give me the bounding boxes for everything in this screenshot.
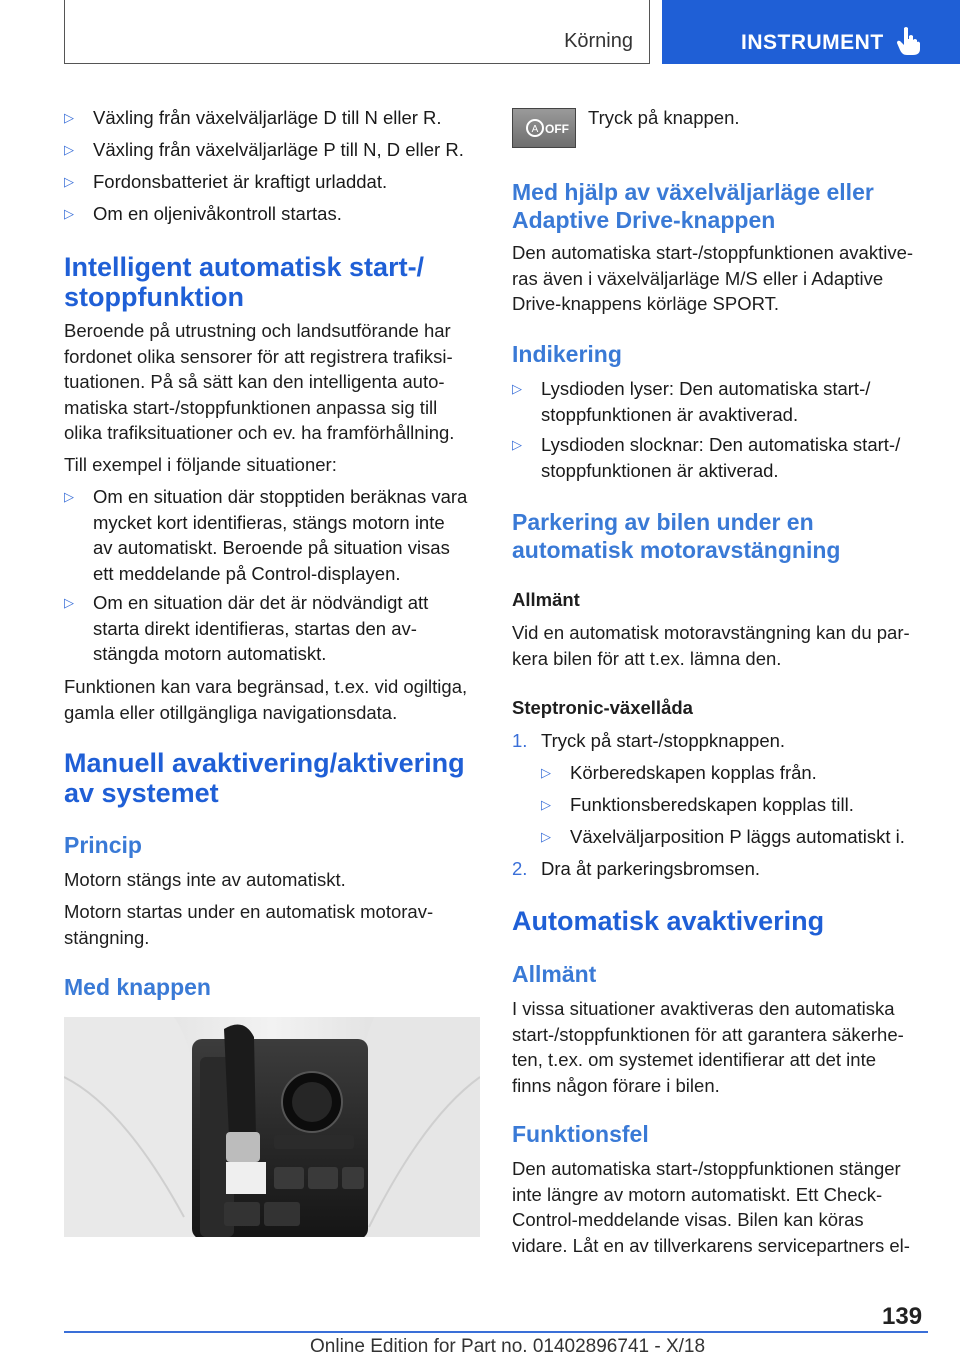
- header-section-box: [64, 0, 650, 64]
- heading-manual: Manuell avaktivering/aktivering av systemet: [64, 748, 465, 808]
- triangle-bullet-icon: ▷: [64, 110, 74, 125]
- paragraph-selector: Den automatiska start-/stoppfunktionen avaktive‐ ras även i växelväljarläge M/S eller i Adaptive Drive-knappens körläge SPORT.: [512, 242, 914, 314]
- header-section-label: Körning: [564, 30, 633, 52]
- paragraph-press: Tryck på knappen.: [588, 107, 740, 128]
- heading-selector: Med hjälp av växelväljarläge eller Adaptive Drive-knappen: [512, 179, 874, 233]
- heading-general-2: Allmänt: [512, 961, 597, 987]
- heading-general-1: Allmänt: [512, 589, 580, 610]
- triangle-bullet-icon: ▷: [64, 595, 74, 610]
- paragraph-general-2: I vissa situationer avaktiveras den automatiska start-/stoppfunktionen för att garantera säkerhe‐ ten, t.ex. om systemet identifierar att det inte finns någon förare i bilen.: [512, 998, 904, 1096]
- triangle-bullet-icon: ▷: [64, 174, 74, 189]
- footer-divider: [64, 1331, 928, 1333]
- heading-intelligent: Intelligent automatisk start-/ stoppfunktion: [64, 252, 425, 312]
- heading-parking: Parkering av bilen under en automatisk motoravstängning: [512, 509, 841, 563]
- triangle-bullet-icon: ▷: [64, 206, 74, 221]
- header-tab-label: INSTRUMENT: [741, 31, 884, 54]
- heading-with-button: Med knappen: [64, 974, 211, 1000]
- pointing-hand-icon: [896, 26, 922, 56]
- svg-text:OFF: OFF: [545, 122, 569, 136]
- center-console-photo: [64, 1017, 480, 1237]
- triangle-bullet-icon: ▷: [541, 797, 551, 812]
- triangle-bullet-icon: ▷: [512, 437, 522, 452]
- paragraph-limitation: Funktionen kan vara begränsad, t.ex. vid ogiltiga, gamla eller otillgängliga navigationsdata.: [64, 676, 468, 723]
- triangle-bullet-icon: ▷: [541, 765, 551, 780]
- paragraph-example: Till exempel i följande situationer:: [64, 454, 337, 475]
- triangle-bullet-icon: ▷: [541, 829, 551, 844]
- footer-edition: Online Edition for Part no. 01402896741 - X/18: [310, 1336, 706, 1357]
- triangle-bullet-icon: ▷: [64, 489, 74, 504]
- paragraph-malfunction: Den automatiska start-/stoppfunktionen stänger inte längre av motorn automatiskt. Ett Check- Control-meddelande visas. Bilen kan köras vidare. Låt en av tillverkarens servicepartners el‐: [512, 1158, 910, 1256]
- heading-steptronic: Steptronic-växellåda: [512, 697, 693, 718]
- svg-text:A: A: [531, 124, 539, 135]
- paragraph-principle-1: Motorn stängs inte av automatiskt.: [64, 869, 346, 890]
- page-number: 139: [882, 1303, 923, 1330]
- triangle-bullet-icon: ▷: [64, 142, 74, 157]
- heading-auto-deactivation: Automatisk avaktivering: [512, 906, 825, 936]
- paragraph-principle-2: Motorn startas under en automatisk motorav‐ stängning.: [64, 901, 434, 948]
- triangle-bullet-icon: ▷: [512, 381, 522, 396]
- paragraph-general-1: Vid en automatisk motoravstängning kan du par‐ kera bilen för att t.ex. lämna den.: [512, 622, 910, 669]
- auto-start-stop-off-button: [512, 108, 576, 148]
- heading-indication: Indikering: [512, 341, 622, 367]
- heading-malfunction: Funktionsfel: [512, 1121, 649, 1147]
- a-off-icon: [513, 109, 575, 147]
- header-tab-instrument[interactable]: [662, 0, 960, 64]
- paragraph-intelligent: Beroende på utrustning och landsutförande har fordonet olika sensorer för att registrera trafiksi‐ tuationen. På så sätt kan den intelligenta auto‐ matiska start-/stoppfunktionen anpassa sig till olika trafiksituationer och ev. ha framförhållning.: [64, 320, 455, 443]
- heading-principle: Princip: [64, 832, 142, 858]
